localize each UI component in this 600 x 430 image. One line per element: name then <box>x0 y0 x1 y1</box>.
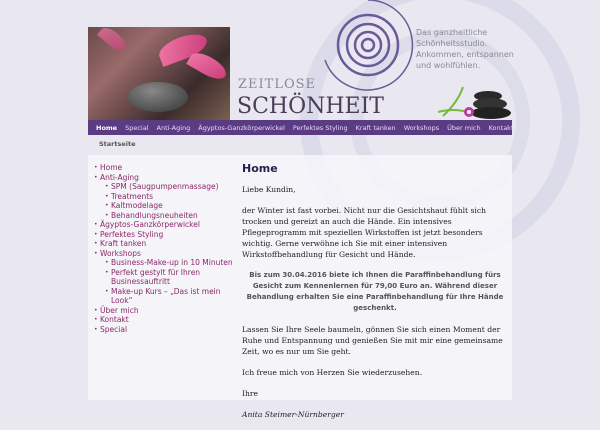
sidebar-item-home[interactable] <box>94 163 236 173</box>
sidebar-item-label[interactable]: Home <box>100 163 123 172</box>
page <box>88 27 514 419</box>
tagline-line: und wohlfühlen. <box>416 61 481 70</box>
sidebar-item-workshops[interactable] <box>94 249 236 306</box>
signature: Anita Steimer-Nürnberger <box>242 410 344 419</box>
stones-orchid-icon <box>433 82 513 120</box>
tagline-line: Schönheitsstudio. <box>416 39 488 48</box>
sidebar-subitem[interactable]: • Make-up Kurs – „Das ist mein Look“ <box>105 287 236 306</box>
paragraph: Lassen Sie Ihre Seele baumeln, gönnen Sie sich einen Moment der Ruhe und Entspannung und genießen Sie mit mir eine gemeinsame Zeit, wo es nur um Sie geht. <box>242 325 503 356</box>
sidebar-item-special[interactable]: • Special <box>94 325 236 335</box>
tagline-line: Das ganzheitliche <box>416 28 488 37</box>
tagline-line: Ankommen, entspannen <box>416 50 514 59</box>
page-title: Home <box>242 162 278 175</box>
greeting: Liebe Kundin, <box>242 185 296 194</box>
header-image <box>88 27 230 120</box>
sidebar-subitem[interactable]: • Behandlungsneuheiten <box>105 211 236 221</box>
offer-text: Bis zum 30.04.2016 biete ich Ihnen die Paraffinbehandlung fürs Gesicht zum Kennenlernen für 79,00 Euro an. Während dieser Behandlung erhalten Sie eine Paraffinbehandlung für Ihre Hände geschenkt. <box>246 271 504 312</box>
sidebar-item-kontakt[interactable]: • Kontakt <box>94 315 236 325</box>
sidebar-item-styling[interactable]: • Perfektes Styling <box>94 230 236 240</box>
sidebar-subitem[interactable]: • Business-Make-up in 10 Minuten <box>105 258 236 268</box>
nav-home[interactable]: Home <box>96 123 118 132</box>
sidebar-subitem[interactable]: • Kaltmodelage <box>105 201 236 211</box>
nav-kontakt[interactable]: Kontakt <box>488 123 514 132</box>
logo-line2: SCHÖNHEIT <box>237 94 384 119</box>
nav-kraft-tanken[interactable]: Kraft tanken <box>355 123 396 132</box>
nav-styling[interactable]: Perfektes Styling <box>292 123 348 132</box>
sidebar-item-label[interactable]: Anti-Aging <box>100 172 139 182</box>
nav-aegyptos[interactable]: Ägyptos-Ganzkörperwickel <box>198 123 285 132</box>
spiral-logo-icon <box>313 0 423 100</box>
sidebar-subitem[interactable]: • SPM (Saugpumpenmassage) <box>105 182 236 192</box>
sidebar-subitem[interactable]: • Treatments <box>105 192 236 202</box>
breadcrumb[interactable]: Startseite <box>99 140 136 148</box>
nav-ueber-mich[interactable]: Über mich <box>447 123 481 132</box>
logo-line1: ZEITLOSE <box>238 77 317 92</box>
tagline <box>416 27 516 71</box>
sidebar-item-anti-aging[interactable] <box>94 173 236 221</box>
paragraph: der Winter ist fast vorbei. Nicht nur die Gesichtshaut fühlt sich trocken und gereizt an auch die Hände. Ein intensives Pflegeprogramm mit speziellen Wirkstoffen ist jetzt besonders wichtig. Gerne verwöhne ich Sie mit einer intensiven Wirkstoffbehandlung für Gesicht und Hände. <box>242 206 486 259</box>
sidebar-menu <box>94 163 236 334</box>
paragraph: Ich freue mich von Herzen Sie wiederzusehen. <box>242 368 423 377</box>
sidebar-item-aegyptos[interactable]: • Ägyptos-Ganzkörperwickel <box>94 220 236 230</box>
content-area <box>88 155 512 419</box>
sidebar-item-kraft[interactable]: • Kraft tanken <box>94 239 236 249</box>
sidebar-item-ueber[interactable]: • Über mich <box>94 306 236 316</box>
sidebar-item-label[interactable]: Workshops <box>100 248 141 258</box>
closing: Ihre <box>242 389 259 398</box>
nav-special[interactable]: Special <box>125 123 149 132</box>
nav-workshops[interactable]: Workshops <box>403 123 440 132</box>
main-nav <box>88 120 512 135</box>
nav-anti-aging[interactable]: Anti-Aging <box>156 123 191 132</box>
main-article <box>242 163 508 430</box>
sidebar-subitem[interactable]: • Perfekt gestylt für Ihren Businessauftritt <box>105 268 210 287</box>
